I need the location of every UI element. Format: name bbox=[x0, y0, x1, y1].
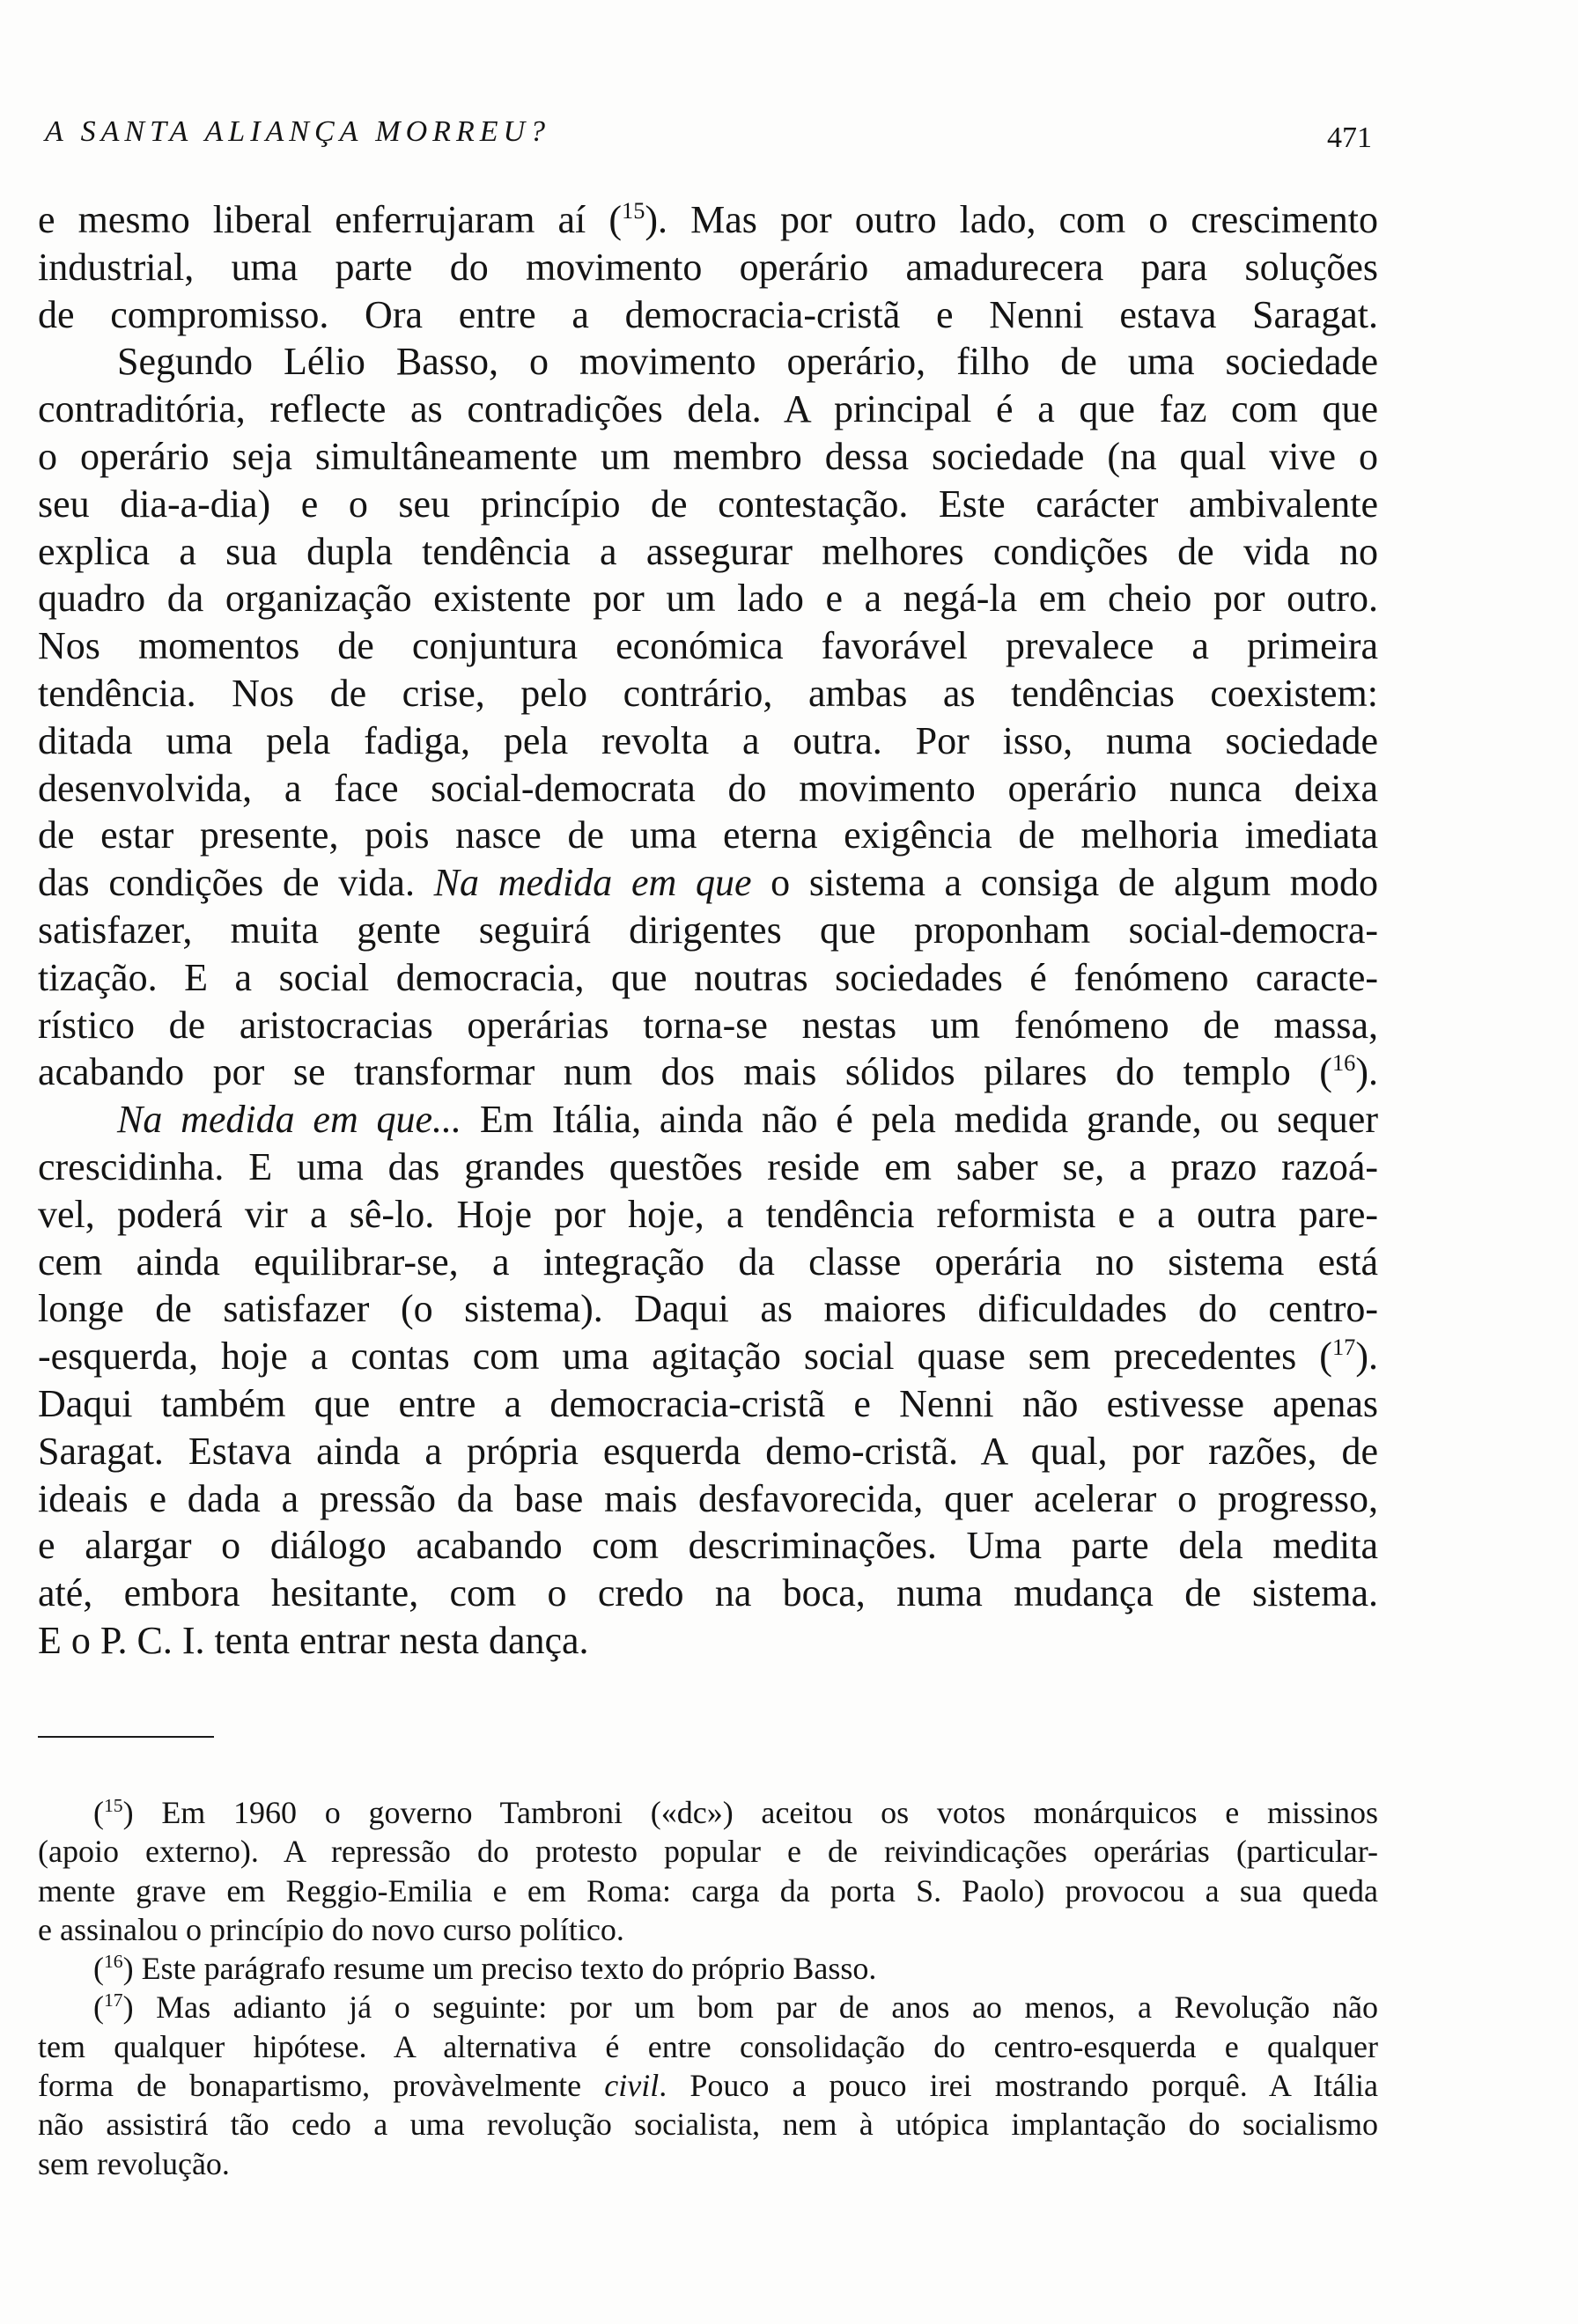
text-run: ( bbox=[93, 1951, 104, 1987]
text-line bbox=[38, 954, 1378, 1002]
text-line bbox=[38, 1617, 1378, 1665]
text-run: rístico de aristocracias operárias torna-se nestas um fenómeno de massa, bbox=[38, 1003, 1378, 1047]
text-run: Nos momentos de conjuntura económica favorável prevalece a primeira bbox=[38, 624, 1378, 668]
text-line bbox=[38, 338, 1378, 386]
footnote-line bbox=[38, 1910, 1378, 1949]
text-run: ditada uma pela fadiga, pela revolta a outra. Por isso, numa sociedade bbox=[38, 718, 1378, 762]
text-line bbox=[38, 1096, 1378, 1144]
text-run: Daqui também que entre a democracia-cristã e Nenni não estivesse apenas bbox=[38, 1381, 1378, 1425]
text-run: e assinalou o princípio do novo curso político. bbox=[38, 1911, 624, 1947]
footnote bbox=[38, 1793, 1378, 1949]
text-line bbox=[38, 1475, 1378, 1523]
text-run: ). bbox=[1355, 1050, 1378, 1094]
note-reference: 16 bbox=[1331, 1049, 1356, 1077]
text-line bbox=[38, 433, 1378, 481]
text-run: . Pouco a pouco irei mostrando porquê. A Itália bbox=[659, 2068, 1378, 2104]
text-run: tização. E a social democracia, que noutras sociedades é fenómeno caracte- bbox=[38, 955, 1378, 999]
running-title: A SANTA ALIANÇA MORREU? bbox=[45, 115, 551, 148]
text-line bbox=[38, 1333, 1378, 1380]
footnotes bbox=[38, 1793, 1378, 2183]
text-line bbox=[38, 859, 1378, 907]
text-run: ) Mas adianto já o seguinte: por um bom par de anos ao menos, a Revolução não bbox=[122, 1989, 1378, 2026]
text-run: satisfazer, muita gente seguirá dirigentes que proponham social-democra- bbox=[38, 908, 1378, 952]
text-run: -esquerda, hoje a contas com uma agitação social quase sem precedentes ( bbox=[38, 1335, 1332, 1379]
text-line bbox=[38, 1144, 1378, 1191]
text-run: vel, poderá vir a sê-lo. Hoje por hoje, a tendência reformista e a outra pare- bbox=[38, 1192, 1378, 1236]
text-line bbox=[38, 622, 1378, 670]
italic-text: Na medida em que... bbox=[117, 1098, 462, 1142]
text-run: Saragat. Estava ainda a própria esquerda demo-cristã. A qual, por razões, de bbox=[38, 1429, 1378, 1473]
text-run: o sistema a consiga de algum modo bbox=[751, 861, 1379, 905]
note-reference: 15 bbox=[104, 1795, 123, 1817]
text-run: (apoio externo). A repressão do protesto popular e de reivindicações operárias (particular- bbox=[38, 1834, 1378, 1870]
text-run: contraditória, reflecte as contradições dela. A principal é a que faz com que bbox=[38, 387, 1378, 431]
text-run: mente grave em Reggio-Emilia e em Roma: carga da porta S. Paolo) provocou a sua queda bbox=[38, 1872, 1378, 1908]
note-reference: 17 bbox=[104, 1989, 123, 2011]
text-run: e alargar o diálogo acabando com descriminações. Uma parte dela medita bbox=[38, 1524, 1378, 1568]
text-line bbox=[38, 1380, 1378, 1428]
text-run: tendência. Nos de crise, pelo contrário, ambas as tendências coexistem: bbox=[38, 671, 1378, 715]
footnote-line bbox=[38, 1949, 1378, 1988]
text-line bbox=[38, 1570, 1378, 1617]
page-number: 471 bbox=[1327, 121, 1372, 154]
text-line bbox=[38, 1285, 1378, 1333]
text-line bbox=[38, 1239, 1378, 1286]
text-line bbox=[38, 528, 1378, 576]
body-text bbox=[38, 196, 1378, 1665]
text-run: não assistirá tão cedo a uma revolução socialista, nem à utópica implantação do socialismo bbox=[38, 2107, 1378, 2143]
text-run: ideais e dada a pressão da base mais desfavorecida, quer acelerar o progresso, bbox=[38, 1476, 1378, 1520]
text-run: acabando por se transformar num dos mais sólidos pilares do templo ( bbox=[38, 1050, 1332, 1094]
note-reference: 16 bbox=[104, 1951, 123, 1973]
text-line bbox=[38, 1002, 1378, 1049]
text-line bbox=[38, 1048, 1378, 1096]
text-line bbox=[38, 1428, 1378, 1475]
text-line bbox=[38, 575, 1378, 622]
text-run: explica a sua dupla tendência a assegurar melhores condições de vida no bbox=[38, 529, 1378, 573]
note-reference: 15 bbox=[622, 197, 645, 224]
text-run: o operário seja simultâneamente um membro dessa sociedade (na qual vive o bbox=[38, 434, 1378, 478]
text-run: seu dia-a-dia) e o seu princípio de contestação. Este carácter ambivalente bbox=[38, 482, 1378, 526]
text-run: ( bbox=[93, 1795, 104, 1830]
text-run: E o P. C. I. tenta entrar nesta dança. bbox=[38, 1618, 589, 1662]
text-run: ). bbox=[1355, 1335, 1378, 1379]
note-reference: 17 bbox=[1331, 1334, 1356, 1361]
text-line bbox=[38, 717, 1378, 765]
text-run: ) Em 1960 o governo Tambroni («dc») aceitou os votos monárquicos e missinos bbox=[122, 1795, 1378, 1830]
text-run: cem ainda equilibrar-se, a integração da classe operária no sistema está bbox=[38, 1239, 1378, 1283]
footnote-line bbox=[38, 1988, 1378, 2026]
footnote-line bbox=[38, 2105, 1378, 2144]
footnote bbox=[38, 1988, 1378, 2182]
text-run: longe de satisfazer (o sistema). Daqui as maiores dificuldades do centro- bbox=[38, 1287, 1378, 1331]
text-run: quadro da organização existente por um lado e a negá-la em cheio por outro. bbox=[38, 577, 1378, 621]
text-line bbox=[38, 244, 1378, 291]
text-line bbox=[38, 812, 1378, 859]
text-run: Em Itália, ainda não é pela medida grande, ou sequer bbox=[461, 1098, 1378, 1142]
footnote-rule bbox=[38, 1736, 214, 1738]
text-line bbox=[38, 670, 1378, 717]
footnote-line bbox=[38, 2066, 1378, 2105]
text-run: e mesmo liberal enferrujaram aí ( bbox=[38, 198, 623, 241]
paragraph bbox=[38, 196, 1378, 338]
text-line bbox=[38, 481, 1378, 528]
text-line bbox=[38, 386, 1378, 433]
text-run: desenvolvida, a face social-democrata do movimento operário nunca deixa bbox=[38, 766, 1378, 810]
italic-text: Na medida em que bbox=[433, 861, 752, 905]
footnote-line bbox=[38, 2144, 1378, 2183]
paragraph bbox=[38, 1096, 1378, 1665]
footnote-line bbox=[38, 2027, 1378, 2066]
text-line bbox=[38, 1522, 1378, 1570]
text-run: Segundo Lélio Basso, o movimento operário, filho de uma sociedade bbox=[117, 340, 1378, 384]
footnote-line bbox=[38, 1832, 1378, 1871]
footnote-line bbox=[38, 1872, 1378, 1910]
text-run: de estar presente, pois nasce de uma eterna exigência de melhoria imediata bbox=[38, 813, 1378, 857]
text-run: crescidinha. E uma das grandes questões reside em saber se, a prazo razoá- bbox=[38, 1144, 1378, 1188]
text-run: forma de bonapartismo, provàvelmente bbox=[38, 2068, 605, 2104]
footnote-line bbox=[38, 1793, 1378, 1832]
italic-text: civil bbox=[604, 2068, 660, 2104]
text-run: ) Este parágrafo resume um preciso texto do próprio Basso. bbox=[122, 1951, 877, 1987]
text-run: sem revolução. bbox=[38, 2145, 230, 2181]
text-run: industrial, uma parte do movimento operário amadurecera para soluções bbox=[38, 245, 1378, 289]
text-line bbox=[38, 765, 1378, 813]
text-run: das condições de vida. bbox=[38, 861, 434, 905]
text-run: ). Mas por outro lado, com o crescimento bbox=[645, 198, 1379, 241]
text-run: tem qualquer hipótese. A alternativa é entre consolidação do centro-esquerda e qualquer bbox=[38, 2028, 1378, 2064]
paragraph bbox=[38, 338, 1378, 1096]
text-line bbox=[38, 291, 1378, 339]
text-line bbox=[38, 1191, 1378, 1239]
text-run: até, embora hesitante, com o credo na boca, numa mudança de sistema. bbox=[38, 1571, 1378, 1615]
text-run: ( bbox=[93, 1989, 104, 2026]
footnote bbox=[38, 1949, 1378, 1988]
text-line bbox=[38, 907, 1378, 954]
text-line bbox=[38, 196, 1378, 244]
text-run: de compromisso. Ora entre a democracia-cristã e Nenni estava Saragat. bbox=[38, 292, 1378, 336]
